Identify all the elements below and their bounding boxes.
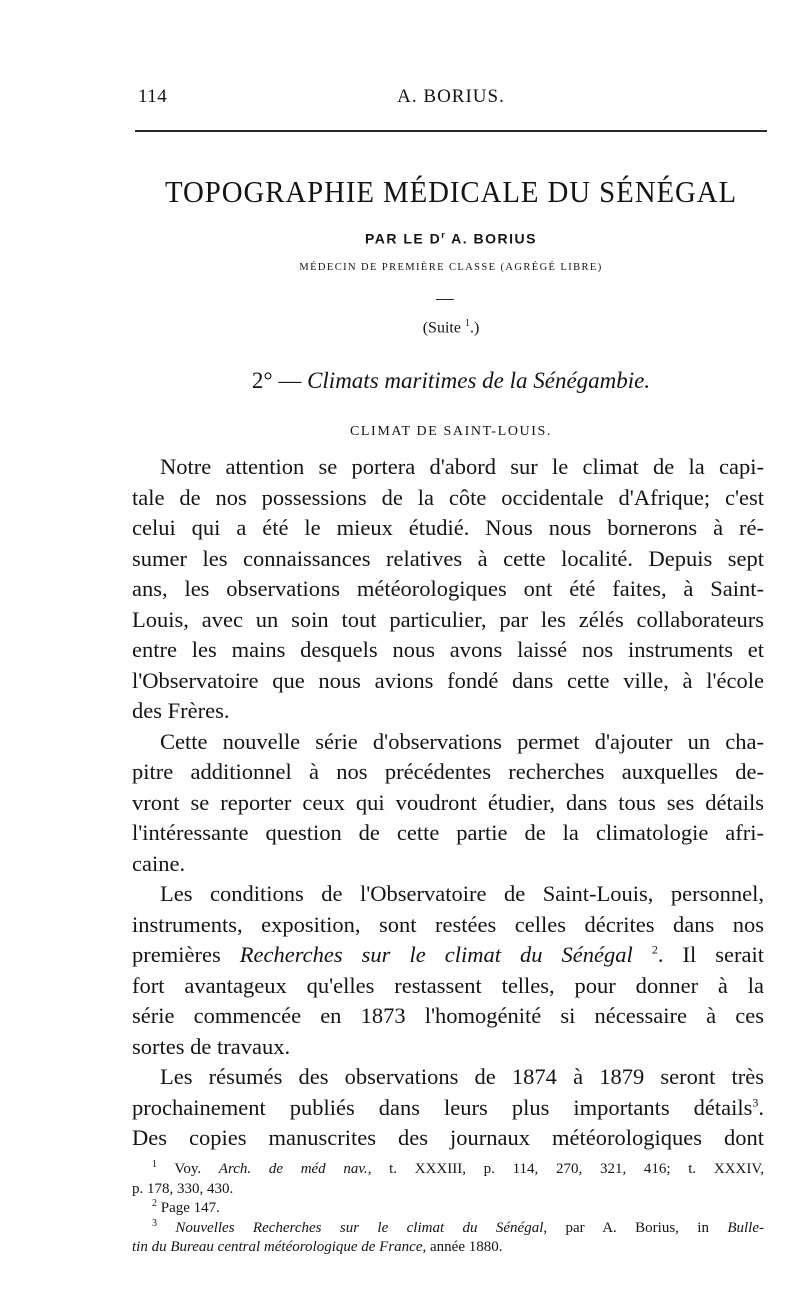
text-line: sortes de travaux. bbox=[132, 1033, 291, 1059]
footnote-1-continued: p. 178, 330, 430. bbox=[132, 1180, 234, 1197]
byline-author: A. BORIUS bbox=[446, 230, 538, 247]
text-line: Les conditions de l'Observatoire de Saint-Louis, personnel, bbox=[160, 881, 764, 906]
cited-title: Arch. de méd nav. bbox=[218, 1161, 368, 1177]
text-line bbox=[132, 1093, 764, 1124]
text-line: Des copies manuscrites des journaux météorologiques dont bbox=[132, 1125, 764, 1150]
footnote-3-continued bbox=[132, 1238, 764, 1258]
footnote-marker-2: 2 bbox=[651, 942, 658, 957]
cited-title: tin du Bureau central météorologique de France bbox=[132, 1239, 423, 1255]
footnote-2 bbox=[132, 1199, 764, 1219]
text-line: entre les mains desquels nous avons laissé nos instruments et bbox=[132, 637, 764, 662]
cited-title: Bulle- bbox=[727, 1219, 764, 1236]
text-line: sumer les connaissances relatives à cette localité. Depuis sept bbox=[132, 545, 764, 571]
footnote-2-marker: 2 bbox=[152, 1198, 157, 1209]
text-line: Cette nouvelle série d'observations permet d'ajouter un cha- bbox=[160, 728, 764, 754]
text-run: Voy. bbox=[157, 1161, 219, 1177]
header-rule bbox=[135, 130, 767, 132]
footnote-3 bbox=[132, 1219, 764, 1239]
footnote-3-marker: 3 bbox=[152, 1217, 157, 1229]
text-line: des Frères. bbox=[132, 698, 230, 723]
author-affiliation: MÉDECIN DE PREMIÈRE CLASSE (AGRÉGÉ LIBRE) bbox=[299, 262, 603, 273]
footnote-1-marker: 1 bbox=[152, 1159, 157, 1170]
text-run: Page 147. bbox=[157, 1200, 220, 1216]
text-line: série commencée en 1873 l'homogénité si nécessaire à ces bbox=[132, 1003, 764, 1028]
subsection-heading: CLIMAT DE SAINT-LOUIS. bbox=[349, 424, 553, 439]
cited-title: Recherches sur le climat du Sénégal bbox=[239, 942, 633, 967]
text-run: premières bbox=[132, 942, 240, 967]
cited-title: Nouvelles Recherches sur le climat du Sénégal bbox=[175, 1219, 544, 1236]
section-dash: — bbox=[272, 368, 308, 393]
text-run: , t. XXXIII, p. 114, 270, 321, 416; t. XXXIV, bbox=[367, 1161, 765, 1177]
text-run: . Il serait bbox=[657, 942, 765, 967]
text-line: pitre additionnel à nos précédentes recherches auxquelles de- bbox=[132, 759, 764, 784]
footnote-marker-3: 3 bbox=[752, 1095, 759, 1109]
text-line: ans, les observations météorologiques ont été faites, à Saint- bbox=[132, 576, 764, 601]
suite-label: (Suite bbox=[422, 319, 465, 337]
author-byline bbox=[135, 230, 767, 247]
continuation-note bbox=[135, 318, 767, 337]
text-line: l'intéressante question de cette partie de la climatologie afri- bbox=[132, 820, 764, 845]
text-run: . bbox=[758, 1094, 764, 1120]
text-run: , année 1880. bbox=[422, 1239, 503, 1255]
text-line: vront se reporter ceux qui voudront étudier, dans tous ses détails bbox=[132, 789, 764, 815]
text-line bbox=[132, 940, 764, 971]
text-line: Notre attention se portera d'abord sur le climat de la capi- bbox=[160, 454, 764, 479]
article-title: TOPOGRAPHIE MÉDICALE DU SÉNÉGAL bbox=[164, 174, 738, 209]
suite-close: .) bbox=[469, 319, 480, 337]
text-line: l'Observatoire que nous avions fondé dans cette ville, à l'école bbox=[132, 667, 764, 693]
running-title: A. BORIUS. bbox=[397, 86, 505, 107]
running-head bbox=[138, 86, 764, 116]
text-line: caine. bbox=[132, 850, 186, 876]
body-text bbox=[132, 452, 764, 1154]
text-run: , par A. Borius, in bbox=[543, 1219, 728, 1236]
page-number: 114 bbox=[138, 86, 168, 107]
section-number: 2° bbox=[251, 368, 273, 393]
text-line: fort avantageux qu'elles restassent telles, pour donner à la bbox=[132, 972, 764, 998]
byline-prefix: PAR LE D bbox=[364, 230, 442, 247]
text-line: Les résumés des observations de 1874 à 1879 seront très bbox=[160, 1064, 764, 1089]
footnote-marker-1: 1 bbox=[464, 318, 470, 329]
text-line: tale de nos possessions de la côte occidentale d'Afrique; c'est bbox=[132, 484, 764, 510]
text-line: Louis, avec un soin tout particulier, par les zélés collaborateurs bbox=[132, 606, 764, 632]
byline-superscript: r bbox=[441, 230, 447, 240]
footnotes bbox=[132, 1160, 764, 1258]
section-heading bbox=[135, 368, 767, 394]
text-run: prochainement publiés dans leurs plus importants détails bbox=[132, 1094, 753, 1120]
text-line: celui qui a été le mieux étudié. Nous nous bornerons à ré- bbox=[132, 515, 764, 540]
separator-dash bbox=[436, 299, 454, 300]
section-title: Climats maritimes de la Sénégambie. bbox=[307, 368, 651, 393]
footnote-1 bbox=[132, 1160, 764, 1180]
text-line: instruments, exposition, sont restées celles décrites dans nos bbox=[132, 911, 764, 937]
